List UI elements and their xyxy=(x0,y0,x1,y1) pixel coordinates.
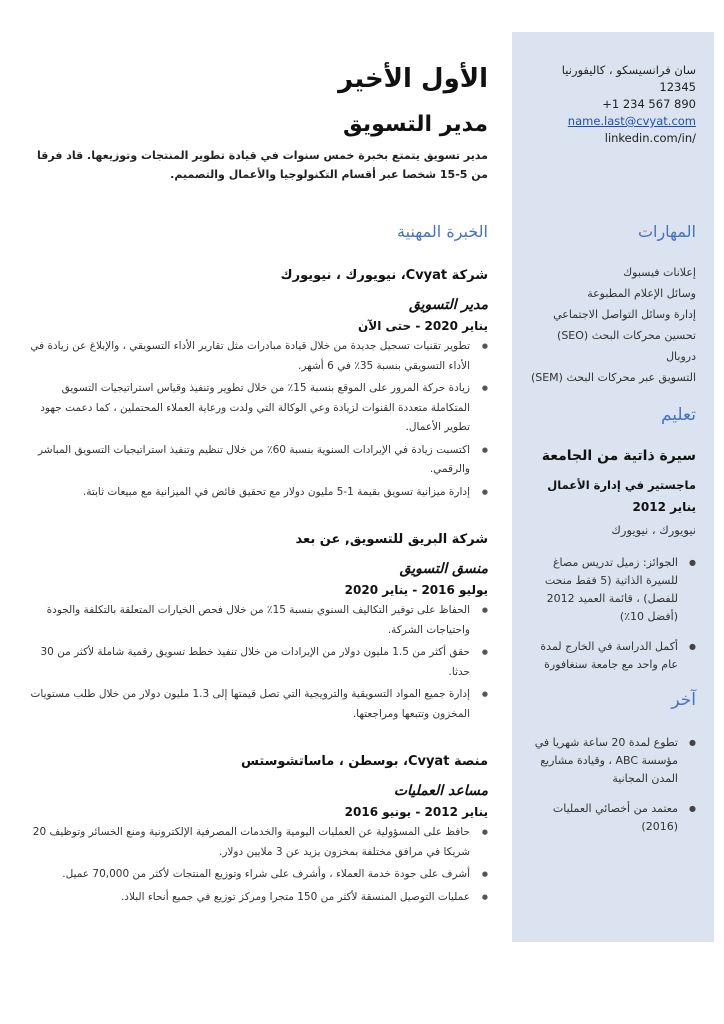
job-bullet: ● زيادة حركة المرور على الموقع بنسبة 15٪ من خلال تطوير وتنفيذ وقياس استراتيجيات التسويق المتكاملة متعددة القنوات لزيادة وعي الوكالة التي ولدت ورعاية العملاء المحتملين ، كما دعمت جهود تطوير الأعمال. xyxy=(28,379,488,438)
education-university: سيرة ذاتية من الجامعة xyxy=(541,448,696,464)
job-bullet: ● عمليات التوصيل المنسقة لأكثر من 150 متجرا ومركز توزيع في جميع أنحاء البلاد. xyxy=(28,888,488,908)
education-bullet: ● أكمل الدراسة في الخارج لمدة عام واحد مع جامعة سنغافورة xyxy=(524,638,696,674)
skill-item: التسويق عبر محركات البحث (SEM) xyxy=(530,371,696,384)
skill-item: تحسين محركات البحث (SEO) xyxy=(557,329,696,342)
contact-phone: +1 234 567 890 xyxy=(602,97,696,111)
job-role: منسق التسويق xyxy=(399,561,488,577)
job-bullets xyxy=(28,337,488,502)
contact-email[interactable]: name.last@cvyat.com xyxy=(567,114,696,128)
job-bullet: ● حافظ على المسؤولية عن العمليات اليومية والخدمات المصرفية الإلكترونية ومنع الخسائر وتوظيف 20 شريكا في مرافق مختلفة بمخزون يزيد عن 3 ملايين دولار. xyxy=(28,823,488,862)
job-bullet: ● اكتسبت زيادة في الإيرادات السنوية بنسبة 60٪ من خلال تنظيم وتنفيذ استراتيجيات التسويق المباشر والرقمي. xyxy=(28,441,488,480)
education-location: نيويورك ، نيويورك xyxy=(611,523,696,537)
skills-list xyxy=(526,262,696,388)
job-bullet: ● أشرف على جودة خدمة العملاء ، وأشرف على شراء وتوزيع المنتجات لأكثر من 70,000 عميل. xyxy=(28,865,488,885)
other-bullets xyxy=(524,734,696,848)
job-title: مدير التسويق xyxy=(343,112,488,137)
job-bullet: ● إدارة جميع المواد التسويقية والترويجية التي تصل قيمتها إلى 1.3 مليون دولار من خلال طلب مستويات المخزون وتتبعها ومراجعتها. xyxy=(28,685,488,724)
skill-item: دروبال xyxy=(666,350,696,363)
job-bullet: ● حقق أكثر من 1.5 مليون دولار من الإيرادات من خلال تنفيذ خطط تسويق رقمية شاملة لأكثر من 30 حدثا. xyxy=(28,643,488,682)
job-company: شركة Cvyat، نيويورك ، نيويورك xyxy=(280,268,488,283)
job-role: مدير التسويق xyxy=(408,297,488,313)
contact-linkedin[interactable]: linkedin.com/in/ xyxy=(604,131,696,145)
experience-heading: الخبرة المهنية xyxy=(397,222,488,241)
contact-address: سان فرانسيسكو ، كاليفورنيا 12345 xyxy=(561,63,696,94)
job-bullet: ● الحفاظ على توفير التكاليف السنوي بنسبة 15٪ من خلال فحص الخيارات المتعلقة بالتكلفة والجودة واحتياجات الشركة. xyxy=(28,601,488,640)
summary: مدير تسويق يتمتع بخبرة خمس سنوات في قيادة تطوير المنتجات وتوزيعها. قاد فرقا من 5-15 شخصا عبر أقسام التكنولوجيا والأعمال والتصميم. xyxy=(37,149,488,181)
job-bullet: ● إدارة ميزانية تسويق بقيمة 1-5 مليون دولار مع تحقيق فائض في الميزانية مع مبيعات ثابتة. xyxy=(28,483,488,503)
job-role: مساعد العمليات xyxy=(393,783,488,799)
skill-item: إعلانات فيسبوك xyxy=(623,266,696,279)
skills-heading: المهارات xyxy=(637,222,696,241)
education-heading: تعليم xyxy=(660,405,696,425)
job-dates: يناير 2012 - يونيو 2016 xyxy=(344,805,488,819)
job-company: شركة البريق للتسويق, عن بعد xyxy=(295,532,488,547)
job-entry xyxy=(28,754,488,910)
job-bullets xyxy=(28,601,488,724)
person-name: الأول الأخير xyxy=(338,64,488,94)
other-bullet: ● معتمد من أخصائي العمليات (2016) xyxy=(524,800,696,836)
job-bullet: ● تطوير تقنيات تسجيل جديدة من خلال قيادة مبادرات مثل تقارير الأداء التسويقي ، والإبلاغ عن زيادة في الأداء التسويقي بنسبة 35٪ في 6 أشهر. xyxy=(28,337,488,376)
education-bullets xyxy=(524,554,696,686)
education-bullet: ● الجوائز: زميل تدريس مصاغ للسيرة الذاتية (5 فقط منحت للفصل) ، قائمة العميد 2012 (أفضل 10٪) xyxy=(524,554,696,626)
job-entry xyxy=(28,532,488,727)
skill-item: وسائل الإعلام المطبوعة xyxy=(587,287,696,300)
contact-block xyxy=(526,62,696,147)
job-dates: يوليو 2016 - يناير 2020 xyxy=(344,583,488,597)
other-bullet: ● تطوع لمدة 20 ساعة شهريا في مؤسسة ABC ، وقيادة مشاريع المدن المجانية xyxy=(524,734,696,788)
other-heading: آخر xyxy=(671,690,696,710)
skill-item: إدارة وسائل التواصل الاجتماعي xyxy=(553,308,696,321)
education-date: يناير 2012 xyxy=(632,500,696,514)
job-dates: يناير 2020 - حتى الآن xyxy=(358,319,488,333)
job-company: منصة Cvyat، بوسطن ، ماساتشوستس xyxy=(240,754,488,769)
job-entry xyxy=(28,268,488,505)
job-bullets xyxy=(28,823,488,907)
education-degree: ماجستير في إدارة الأعمال xyxy=(547,478,696,492)
